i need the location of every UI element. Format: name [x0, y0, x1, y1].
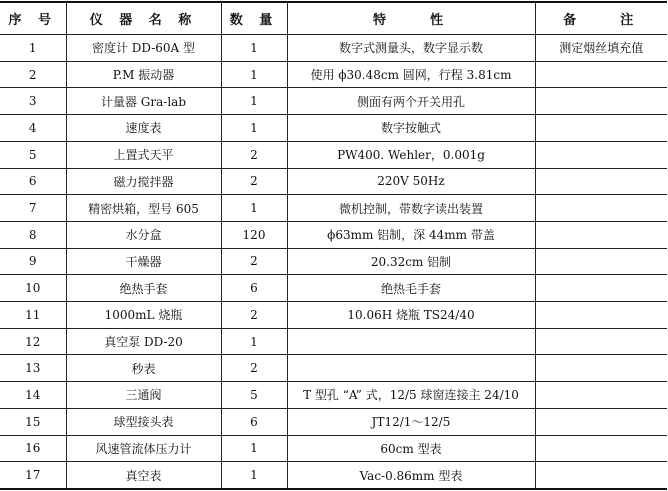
instrument-table — [0, 1, 667, 490]
cell-remarks — [535, 88, 667, 115]
cell-serial-number: 4 — [0, 115, 66, 142]
cell-quantity: 1 — [221, 88, 287, 115]
cell-instrument-name: 真空表 — [66, 462, 221, 489]
table-row — [0, 248, 667, 275]
cell-remarks — [535, 302, 667, 329]
cell-instrument-name: 风速管流体压力计 — [66, 435, 221, 462]
cell-quantity: 2 — [221, 355, 287, 382]
cell-characteristics: 20.32cm 铝制 — [287, 248, 535, 275]
header-characteristics: 特 性 — [287, 2, 535, 35]
cell-quantity: 2 — [221, 141, 287, 168]
cell-quantity: 1 — [221, 115, 287, 142]
cell-quantity: 120 — [221, 221, 287, 248]
cell-remarks — [535, 248, 667, 275]
cell-remarks — [535, 462, 667, 489]
cell-instrument-name: 三通阀 — [66, 382, 221, 409]
cell-serial-number: 13 — [0, 355, 66, 382]
cell-remarks — [535, 435, 667, 462]
cell-quantity: 6 — [221, 408, 287, 435]
cell-instrument-name: 真空泵 DD-20 — [66, 328, 221, 355]
table-row — [0, 275, 667, 302]
cell-characteristics — [287, 355, 535, 382]
cell-instrument-name: 绝热手套 — [66, 275, 221, 302]
header-quantity: 数 量 — [221, 2, 287, 35]
cell-instrument-name: 密度计 DD-60A 型 — [66, 35, 221, 62]
cell-instrument-name: 秒表 — [66, 355, 221, 382]
cell-quantity: 1 — [221, 435, 287, 462]
cell-characteristics: T 型孔 “A” 式，12/5 球窗连接主 24/10 — [287, 382, 535, 409]
cell-instrument-name: 1000mL 烧瓶 — [66, 302, 221, 329]
table-row — [0, 115, 667, 142]
cell-instrument-name: 速度表 — [66, 115, 221, 142]
cell-remarks — [535, 221, 667, 248]
cell-quantity: 1 — [221, 35, 287, 62]
cell-quantity: 2 — [221, 248, 287, 275]
cell-quantity: 1 — [221, 61, 287, 88]
cell-remarks — [535, 355, 667, 382]
table-row — [0, 302, 667, 329]
table-row — [0, 141, 667, 168]
cell-instrument-name: P.M 振动器 — [66, 61, 221, 88]
cell-quantity: 1 — [221, 328, 287, 355]
cell-instrument-name: 干燥器 — [66, 248, 221, 275]
cell-instrument-name: 精密烘箱，型号 605 — [66, 195, 221, 222]
cell-remarks — [535, 115, 667, 142]
table-row — [0, 195, 667, 222]
table-row — [0, 35, 667, 62]
cell-characteristics: ϕ63mm 铝制，深 44mm 带盖 — [287, 221, 535, 248]
cell-instrument-name: 计量器 Gra-lab — [66, 88, 221, 115]
cell-serial-number: 17 — [0, 462, 66, 489]
header-serial-number: 序 号 — [0, 2, 66, 35]
cell-serial-number: 16 — [0, 435, 66, 462]
cell-remarks — [535, 275, 667, 302]
table-row — [0, 61, 667, 88]
table-row — [0, 168, 667, 195]
cell-characteristics: 数字式测量头，数字显示数 — [287, 35, 535, 62]
table-row — [0, 462, 667, 489]
cell-quantity: 2 — [221, 168, 287, 195]
cell-serial-number: 10 — [0, 275, 66, 302]
cell-instrument-name: 球型接头表 — [66, 408, 221, 435]
cell-characteristics: 数字按触式 — [287, 115, 535, 142]
cell-quantity: 5 — [221, 382, 287, 409]
cell-remarks — [535, 382, 667, 409]
cell-serial-number: 2 — [0, 61, 66, 88]
cell-serial-number: 7 — [0, 195, 66, 222]
header-remarks: 备 注 — [535, 2, 667, 35]
cell-serial-number: 5 — [0, 141, 66, 168]
table-header-row — [0, 2, 667, 35]
cell-characteristics: 10.06H 烧瓶 TS24/40 — [287, 302, 535, 329]
cell-serial-number: 11 — [0, 302, 66, 329]
cell-instrument-name: 磁力搅拌器 — [66, 168, 221, 195]
cell-serial-number: 6 — [0, 168, 66, 195]
cell-characteristics: 220V 50Hz — [287, 168, 535, 195]
cell-serial-number: 8 — [0, 221, 66, 248]
cell-characteristics: 使用 ϕ30.48cm 圆网，行程 3.81cm — [287, 61, 535, 88]
cell-characteristics: 微机控制，带数字读出装置 — [287, 195, 535, 222]
cell-quantity: 1 — [221, 195, 287, 222]
cell-quantity: 2 — [221, 302, 287, 329]
cell-remarks — [535, 408, 667, 435]
cell-instrument-name: 水分盒 — [66, 221, 221, 248]
cell-characteristics: JT12/1～12/5 — [287, 408, 535, 435]
cell-characteristics: 60cm 型表 — [287, 435, 535, 462]
cell-quantity: 1 — [221, 462, 287, 489]
table-body — [0, 35, 667, 490]
cell-serial-number: 12 — [0, 328, 66, 355]
table-row — [0, 88, 667, 115]
cell-characteristics: Vac-0.86mm 型表 — [287, 462, 535, 489]
cell-serial-number: 14 — [0, 382, 66, 409]
table-row — [0, 355, 667, 382]
cell-characteristics: PW400. Wehler，0.001g — [287, 141, 535, 168]
cell-serial-number: 9 — [0, 248, 66, 275]
cell-instrument-name: 上置式天平 — [66, 141, 221, 168]
cell-quantity: 6 — [221, 275, 287, 302]
header-instrument-name: 仪 器 名 称 — [66, 2, 221, 35]
cell-characteristics — [287, 328, 535, 355]
cell-remarks: 测定烟丝填充值 — [535, 35, 667, 62]
cell-remarks — [535, 61, 667, 88]
table-row — [0, 408, 667, 435]
cell-remarks — [535, 168, 667, 195]
cell-remarks — [535, 328, 667, 355]
table-row — [0, 435, 667, 462]
table-row — [0, 221, 667, 248]
cell-serial-number: 3 — [0, 88, 66, 115]
table-row — [0, 328, 667, 355]
cell-characteristics: 侧面有两个开关用孔 — [287, 88, 535, 115]
cell-serial-number: 15 — [0, 408, 66, 435]
table-row — [0, 382, 667, 409]
cell-serial-number: 1 — [0, 35, 66, 62]
cell-characteristics: 绝热毛手套 — [287, 275, 535, 302]
cell-remarks — [535, 195, 667, 222]
cell-remarks — [535, 141, 667, 168]
